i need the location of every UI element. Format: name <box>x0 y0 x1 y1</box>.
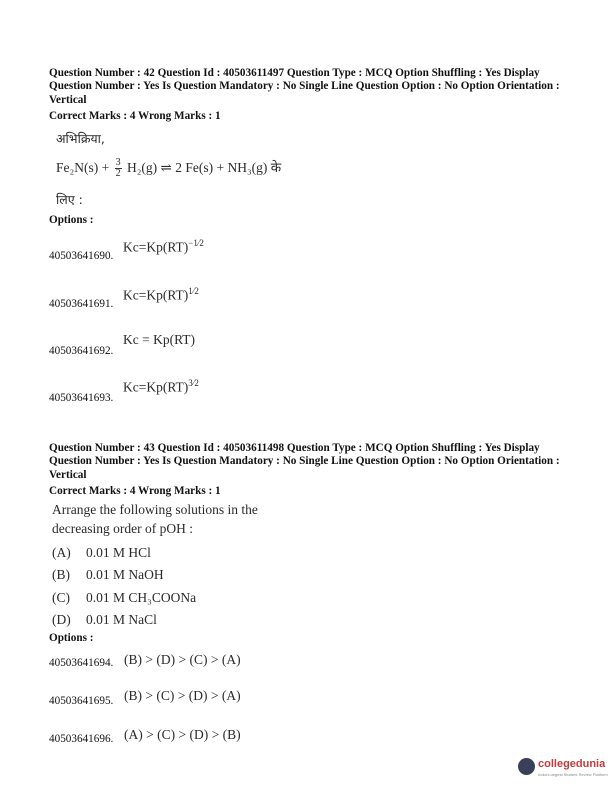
question-43-options-label: Options : <box>49 632 94 644</box>
logo-icon <box>518 758 535 775</box>
option-text[interactable]: (A) > (C) > (D) > (B) <box>124 727 241 742</box>
option-id[interactable]: 40503641694. <box>49 657 114 669</box>
question-42-intro: अभिक्रिया, <box>56 131 105 146</box>
option-id[interactable]: 40503641691. <box>49 298 114 310</box>
question-42-equation <box>56 158 281 179</box>
question-43-marks: Correct Marks : 4 Wrong Marks : 1 <box>49 485 221 497</box>
question-43-line-2: decreasing order of pOH : <box>52 521 193 536</box>
logo-tagline: India's largest Student Review Platform <box>538 772 608 777</box>
option-formula[interactable]: Kc=Kp(RT)$^{3⁄2}$ <box>123 378 199 395</box>
list-item: (D) 0.01 M NaCl <box>52 612 157 627</box>
collegedunia-logo <box>518 756 608 784</box>
question-42-marks: Correct Marks : 4 Wrong Marks : 1 <box>49 110 221 122</box>
question-42-header: Question Number : 42 Question Id : 40503611497 Question Type : MCQ Option Shuffling : Yes Display Question Number : Yes Is Question Mandatory : No Single Line Question Option : No Option Orientation : Vertical <box>49 67 560 106</box>
equation-right: H₂(g) ⇌ 2 Fe(s) + NH₃(g) के <box>126 160 282 175</box>
option-id[interactable]: 40503641690. <box>49 250 114 262</box>
option-formula[interactable]: Kc = Kp(RT) <box>123 332 196 347</box>
logo-name: collegedunia <box>538 758 606 770</box>
question-42-options-label: Options : <box>49 214 94 226</box>
list-item: (C) 0.01 M CH₃COONa <box>52 590 197 605</box>
option-text[interactable]: (B) > (D) > (C) > (A) <box>124 652 241 667</box>
equation-left: Fe₂N(s) + <box>56 160 110 175</box>
list-item: (A) 0.01 M HCl <box>52 545 151 560</box>
option-id[interactable]: 40503641695. <box>49 695 114 707</box>
option-text[interactable]: (B) > (C) > (D) > (A) <box>124 688 241 703</box>
option-formula[interactable]: Kc=Kp(RT)$^{-1⁄2}$ <box>123 238 204 255</box>
option-id[interactable]: 40503641696. <box>49 733 114 745</box>
list-item: (B) 0.01 M NaOH <box>52 567 164 582</box>
question-43-header: Question Number : 43 Question Id : 40503611498 Question Type : MCQ Option Shuffling : Yes Display Question Number : Yes Is Question Mandatory : No Single Line Question Option : No Option Orientation : Vertical <box>49 442 560 481</box>
question-42-outro: लिए : <box>56 192 83 207</box>
option-formula[interactable]: Kc=Kp(RT)$^{1⁄2}$ <box>123 286 199 303</box>
option-id[interactable]: 40503641693. <box>49 392 114 404</box>
option-id[interactable]: 40503641692. <box>49 345 114 357</box>
question-43-line-1: Arrange the following solutions in the <box>52 502 258 517</box>
equation-fraction: $\frac{3}{2}$ <box>115 157 121 180</box>
